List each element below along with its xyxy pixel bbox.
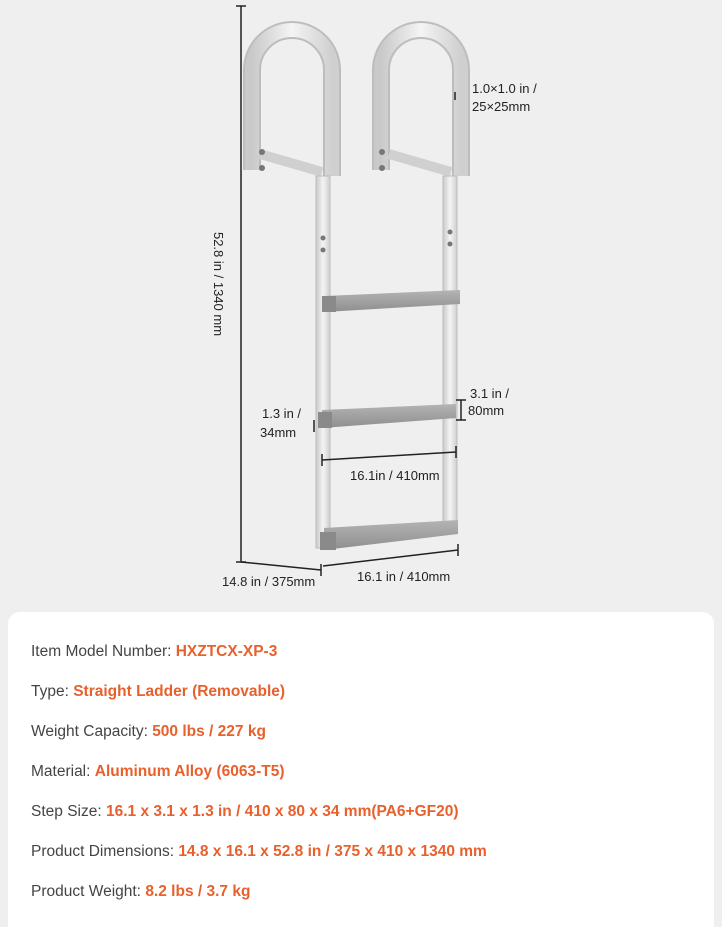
spec-label: Item Model Number: bbox=[31, 643, 176, 660]
spec-label: Type: bbox=[31, 683, 74, 700]
spec-value: 16.1 x 3.1 x 1.3 in / 410 x 80 x 34 mm(PA6+GF20) bbox=[105, 803, 459, 820]
tube-size-label-line1: 1.0×1.0 in / bbox=[472, 81, 537, 96]
spec-value: 8.2 lbs / 3.7 kg bbox=[145, 883, 251, 900]
spec-product-dimensions bbox=[31, 842, 487, 862]
spec-label: Product Weight: bbox=[31, 883, 146, 900]
step-thickness-label-line1: 1.3 in / bbox=[262, 406, 302, 421]
spec-step-size bbox=[31, 802, 459, 822]
height-label: 52.8 in / 1340 mm bbox=[211, 231, 226, 337]
step-depth-label-line1: 3.1 in / bbox=[470, 386, 510, 401]
spec-value: HXZTCX-XP-3 bbox=[175, 643, 278, 660]
spec-label: Step Size: bbox=[31, 803, 106, 820]
spec-type bbox=[31, 682, 285, 702]
step-depth-label-line2: 80mm bbox=[468, 403, 505, 418]
right-handrail bbox=[379, 30, 461, 176]
spec-model-number bbox=[31, 642, 277, 662]
step-width-label: 16.1in / 410mm bbox=[350, 468, 440, 483]
specs-card bbox=[8, 612, 714, 927]
spec-product-weight bbox=[31, 882, 250, 902]
spec-material bbox=[31, 762, 285, 782]
spec-value: Aluminum Alloy (6063-T5) bbox=[94, 763, 285, 780]
spec-value: 14.8 x 16.1 x 52.8 in / 375 x 410 x 1340 mm bbox=[178, 843, 487, 860]
step-top bbox=[322, 290, 460, 312]
step-middle bbox=[318, 404, 456, 428]
spec-label: Material: bbox=[31, 763, 95, 780]
dimension-lines bbox=[236, 6, 466, 576]
spec-label: Product Dimensions: bbox=[31, 843, 179, 860]
spec-value: Straight Ladder (Removable) bbox=[73, 683, 286, 700]
tube-size-label-line2: 25×25mm bbox=[472, 99, 531, 114]
side-rails bbox=[316, 176, 457, 548]
width-label: 16.1 in / 410mm bbox=[357, 569, 451, 584]
spec-weight-capacity bbox=[31, 722, 266, 742]
step-thickness-label-line2: 34mm bbox=[260, 425, 297, 440]
step-bottom bbox=[320, 520, 458, 550]
spec-label: Weight Capacity: bbox=[31, 723, 153, 740]
left-handrail bbox=[252, 30, 332, 176]
depth-label: 14.8 in / 375mm bbox=[222, 574, 316, 589]
spec-value: 500 lbs / 227 kg bbox=[152, 723, 266, 740]
